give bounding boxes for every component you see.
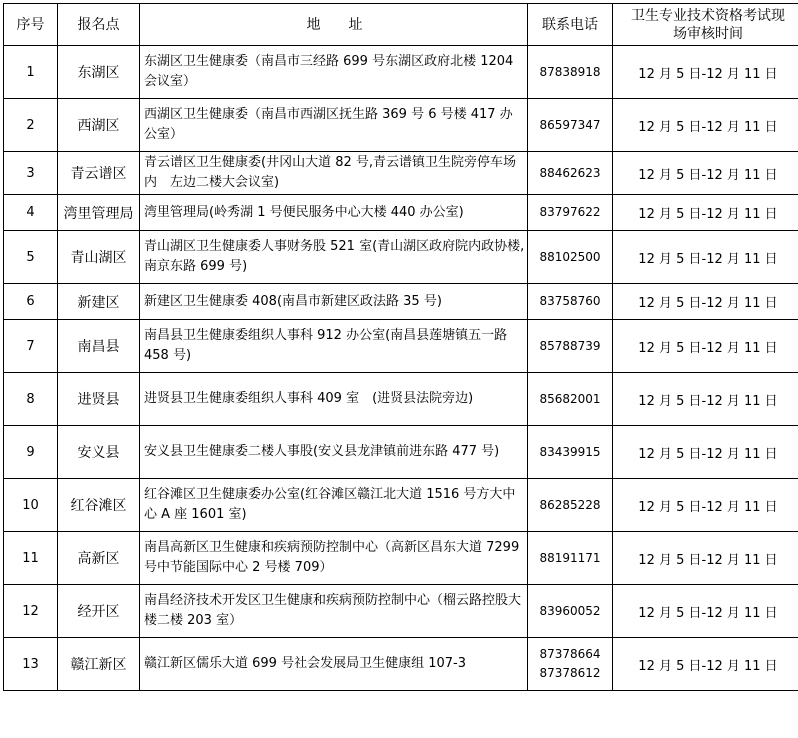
site-name-cell: 青云谱区 [58, 152, 140, 195]
registration-sites-table [3, 3, 798, 691]
site-name-cell: 青山湖区 [58, 231, 140, 284]
phone-cell [528, 320, 613, 373]
review-time-cell: 12 月 5 日-12 月 11 日 [613, 195, 798, 231]
phone-cell [528, 195, 613, 231]
review-time-cell: 12 月 5 日-12 月 11 日 [613, 46, 798, 99]
phone-number: 86597347 [539, 117, 601, 132]
phone-number: 83758760 [539, 294, 601, 308]
address-cell: 新建区卫生健康委 408(南昌市新建区政法路 35 号) [140, 284, 528, 320]
phone-number: 83797622 [539, 205, 601, 219]
row-number-cell: 12 [4, 585, 58, 638]
row-number-cell: 3 [4, 152, 58, 195]
phone-number: 87378664 [539, 647, 601, 661]
site-name-cell: 经开区 [58, 585, 140, 638]
review-time-cell: 12 月 5 日-12 月 11 日 [613, 532, 798, 585]
phone-number: 88462623 [539, 165, 601, 180]
phone-number: 88102500 [539, 249, 601, 264]
table-row [4, 585, 798, 638]
site-name-cell: 进贤县 [58, 373, 140, 426]
phone-number: 83439915 [539, 444, 601, 459]
table-row [4, 284, 798, 320]
row-number-cell: 2 [4, 99, 58, 152]
header-time-line1: 卫生专业技术资格考试现 [631, 7, 785, 24]
address-cell: 西湖区卫生健康委（南昌市西湖区抚生路 369 号 6 号楼 417 办公室） [140, 99, 528, 152]
row-number-cell: 10 [4, 479, 58, 532]
address-cell: 红谷滩区卫生健康委办公室(红谷滩区赣江北大道 1516 号方大中心 A 座 1601 室) [140, 479, 528, 532]
review-time-cell: 12 月 5 日-12 月 11 日 [613, 152, 798, 195]
phone-cell [528, 638, 613, 691]
row-number-cell: 7 [4, 320, 58, 373]
table-row [4, 426, 798, 479]
table-row [4, 195, 798, 231]
address-cell: 青山湖区卫生健康委人事财务股 521 室(青山湖区政府院内政协楼,南京东路 699 号) [140, 231, 528, 284]
header-time-line2: 场审核时间 [673, 25, 743, 42]
phone-number: 88191171 [539, 550, 601, 565]
site-name-cell: 赣江新区 [58, 638, 140, 691]
review-time-cell: 12 月 5 日-12 月 11 日 [613, 479, 798, 532]
row-number-cell: 1 [4, 46, 58, 99]
phone-cell [528, 532, 613, 585]
site-name-cell: 新建区 [58, 284, 140, 320]
phone-number: 85682001 [539, 391, 601, 406]
review-time-cell: 12 月 5 日-12 月 11 日 [613, 585, 798, 638]
table-body [4, 46, 798, 691]
row-number-cell: 4 [4, 195, 58, 231]
address-cell: 赣江新区儒乐大道 699 号社会发展局卫生健康组 107-3 [140, 638, 528, 691]
address-cell: 南昌高新区卫生健康和疾病预防控制中心（高新区昌东大道 7299 号中节能国际中心 2 号楼 709） [140, 532, 528, 585]
phone-number: 83960052 [539, 603, 601, 618]
phone-number: 87838918 [539, 64, 601, 79]
address-cell: 湾里管理局(岭秀湖 1 号便民服务中心大楼 440 办公室) [140, 195, 528, 231]
review-time-cell: 12 月 5 日-12 月 11 日 [613, 638, 798, 691]
phone-cell [528, 479, 613, 532]
row-number-cell: 8 [4, 373, 58, 426]
table-row [4, 231, 798, 284]
header-time [613, 4, 798, 46]
review-time-cell: 12 月 5 日-12 月 11 日 [613, 231, 798, 284]
site-name-cell: 红谷滩区 [58, 479, 140, 532]
table-row [4, 320, 798, 373]
site-name-cell: 湾里管理局 [58, 195, 140, 231]
table-row [4, 373, 798, 426]
phone-cell [528, 231, 613, 284]
review-time-cell: 12 月 5 日-12 月 11 日 [613, 426, 798, 479]
phone-cell [528, 99, 613, 152]
row-number-cell: 5 [4, 231, 58, 284]
row-number-cell: 6 [4, 284, 58, 320]
site-name-cell: 西湖区 [58, 99, 140, 152]
site-name-cell: 南昌县 [58, 320, 140, 373]
address-cell: 安义县卫生健康委二楼人事股(安义县龙津镇前进东路 477 号) [140, 426, 528, 479]
phone-cell [528, 373, 613, 426]
phone-number: 86285228 [539, 497, 601, 512]
phone-number: 85788739 [539, 338, 601, 353]
address-cell: 东湖区卫生健康委（南昌市三经路 699 号东湖区政府北楼 1204 会议室） [140, 46, 528, 99]
site-name-cell: 东湖区 [58, 46, 140, 99]
table-row [4, 638, 798, 691]
address-cell: 南昌经济技术开发区卫生健康和疾病预防控制中心（榴云路控股大楼二楼 203 室） [140, 585, 528, 638]
phone-cell [528, 426, 613, 479]
header-row [4, 4, 798, 46]
review-time-cell: 12 月 5 日-12 月 11 日 [613, 284, 798, 320]
site-name-cell: 高新区 [58, 532, 140, 585]
table-row [4, 532, 798, 585]
address-cell: 进贤县卫生健康委组织人事科 409 室 (进贤县法院旁边) [140, 373, 528, 426]
phone-cell [528, 152, 613, 195]
row-number-cell: 13 [4, 638, 58, 691]
review-time-cell: 12 月 5 日-12 月 11 日 [613, 320, 798, 373]
phone-cell [528, 284, 613, 320]
address-cell: 南昌县卫生健康委组织人事科 912 办公室(南昌县莲塘镇五一路 458 号) [140, 320, 528, 373]
row-number-cell: 9 [4, 426, 58, 479]
header-site: 报名点 [58, 4, 140, 46]
header-phone: 联系电话 [528, 4, 613, 46]
address-cell: 青云谱区卫生健康委(井冈山大道 82 号,青云谱镇卫生院旁停车场内 左边二楼大会议室) [140, 152, 528, 195]
row-number-cell: 11 [4, 532, 58, 585]
review-time-cell: 12 月 5 日-12 月 11 日 [613, 99, 798, 152]
table-row [4, 46, 798, 99]
header-address: 地 址 [140, 4, 528, 46]
phone-number: 87378612 [539, 666, 601, 680]
table-row [4, 479, 798, 532]
review-time-cell: 12 月 5 日-12 月 11 日 [613, 373, 798, 426]
phone-cell [528, 585, 613, 638]
header-no: 序号 [4, 4, 58, 46]
site-name-cell: 安义县 [58, 426, 140, 479]
table-row [4, 152, 798, 195]
table-row [4, 99, 798, 152]
phone-cell [528, 46, 613, 99]
